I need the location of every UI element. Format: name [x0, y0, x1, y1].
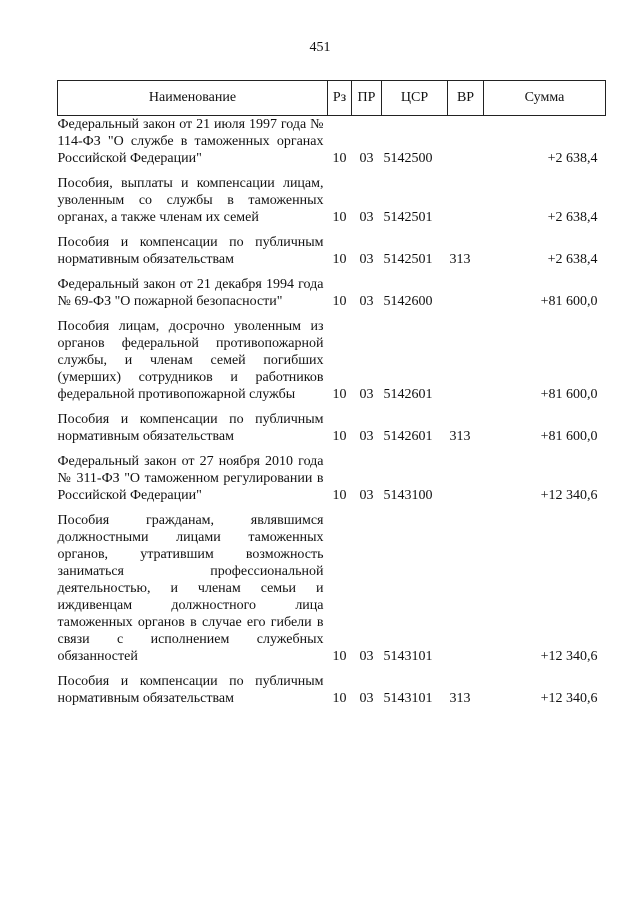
- row-rz: 10: [332, 151, 347, 166]
- row-vr: [448, 453, 484, 504]
- row-vr: 313: [449, 691, 471, 706]
- row-name: Пособия, выплаты и компенсации лицам, уволенным со службы в таможенных органах, а также членам их семей: [57, 176, 324, 225]
- row-pr: 03: [359, 691, 374, 706]
- row-rz: 10: [332, 691, 347, 706]
- table-body: [58, 116, 606, 708]
- row-spacer: [58, 226, 606, 234]
- table-row: [58, 673, 606, 707]
- row-csr: 5143101: [383, 649, 433, 664]
- row-sum: +12 340,6: [540, 691, 598, 706]
- table-row: [58, 234, 606, 268]
- row-name: Пособия и компенсации по публичным нормативным обязательствам: [57, 235, 324, 267]
- row-csr: 5142601: [383, 387, 433, 402]
- row-sum: +81 600,0: [540, 294, 598, 309]
- row-vr: [448, 512, 484, 665]
- header-name: Наименование: [58, 81, 328, 116]
- table-row: [58, 453, 606, 504]
- row-name: Пособия и компенсации по публичным нормативным обязательствам: [57, 674, 324, 706]
- row-pr: 03: [359, 151, 374, 166]
- row-pr: 03: [359, 488, 374, 503]
- row-sum: +12 340,6: [540, 649, 598, 664]
- row-name: Федеральный закон от 21 июля 1997 года № 114-ФЗ "О службе в таможенных органах Российской Федерации": [57, 117, 324, 166]
- row-sum: +81 600,0: [540, 387, 598, 402]
- row-sum: +81 600,0: [540, 429, 598, 444]
- row-csr: 5142601: [383, 429, 433, 444]
- row-vr: [448, 175, 484, 226]
- header-rz: Рз: [328, 81, 352, 116]
- row-sum: +2 638,4: [547, 252, 598, 267]
- row-name: Федеральный закон от 21 декабря 1994 года № 69-ФЗ "О пожарной безопасности": [57, 277, 324, 309]
- table-row: [58, 116, 606, 168]
- row-sum: +2 638,4: [547, 210, 598, 225]
- row-vr: [448, 116, 484, 168]
- table-row: [58, 175, 606, 226]
- page-number: 451: [309, 40, 331, 55]
- header-row: [58, 81, 606, 116]
- row-spacer: [58, 445, 606, 453]
- row-spacer: [58, 310, 606, 318]
- row-csr: 5142500: [383, 151, 433, 166]
- row-rz: 10: [332, 294, 347, 309]
- row-spacer: [58, 167, 606, 175]
- row-name: Пособия лицам, досрочно уволенным из органов федеральной противопожарной службы, и членам семей погибших (умерших) сотрудников и работников федеральной противопожарной службы: [57, 319, 324, 402]
- table-row: [58, 276, 606, 310]
- table-row: [58, 512, 606, 665]
- row-pr: 03: [359, 252, 374, 267]
- row-rz: 10: [332, 252, 347, 267]
- row-name: Пособия гражданам, являвшимся должностными лицами таможенных органов, утратившим возможность заниматься профессиональной деятельностью, и членам семьи и иждивенцам должностного лица таможенных органов в случае его гибели в связи с исполнением служебных обязанностей: [57, 513, 324, 664]
- row-vr: [448, 276, 484, 310]
- row-pr: 03: [359, 294, 374, 309]
- row-pr: 03: [359, 649, 374, 664]
- header-csr: ЦСР: [382, 81, 448, 116]
- row-csr: 5143100: [383, 488, 433, 503]
- row-csr: 5143101: [383, 691, 433, 706]
- budget-table: [57, 80, 606, 707]
- header-pr: ПР: [352, 81, 382, 116]
- table-row: [58, 318, 606, 403]
- row-spacer: [58, 504, 606, 512]
- header-sum: Сумма: [484, 81, 606, 116]
- row-rz: 10: [332, 429, 347, 444]
- row-vr: [448, 318, 484, 403]
- row-vr: 313: [449, 252, 471, 267]
- row-csr: 5142600: [383, 294, 433, 309]
- row-rz: 10: [332, 649, 347, 664]
- row-pr: 03: [359, 387, 374, 402]
- row-pr: 03: [359, 429, 374, 444]
- header-vr: ВР: [448, 81, 484, 116]
- row-name: Пособия и компенсации по публичным нормативным обязательствам: [57, 412, 324, 444]
- row-csr: 5142501: [383, 210, 433, 225]
- row-spacer: [58, 665, 606, 673]
- row-name: Федеральный закон от 27 ноября 2010 года № 311-ФЗ "О таможенном регулировании в Российской Федерации": [57, 454, 324, 503]
- row-rz: 10: [332, 387, 347, 402]
- row-spacer: [58, 403, 606, 411]
- row-csr: 5142501: [383, 252, 433, 267]
- table-row: [58, 411, 606, 445]
- table-header: [58, 81, 606, 116]
- row-vr: 313: [449, 429, 471, 444]
- row-rz: 10: [332, 210, 347, 225]
- row-pr: 03: [359, 210, 374, 225]
- row-sum: +2 638,4: [547, 151, 598, 166]
- row-spacer: [58, 268, 606, 276]
- row-rz: 10: [332, 488, 347, 503]
- row-sum: +12 340,6: [540, 488, 598, 503]
